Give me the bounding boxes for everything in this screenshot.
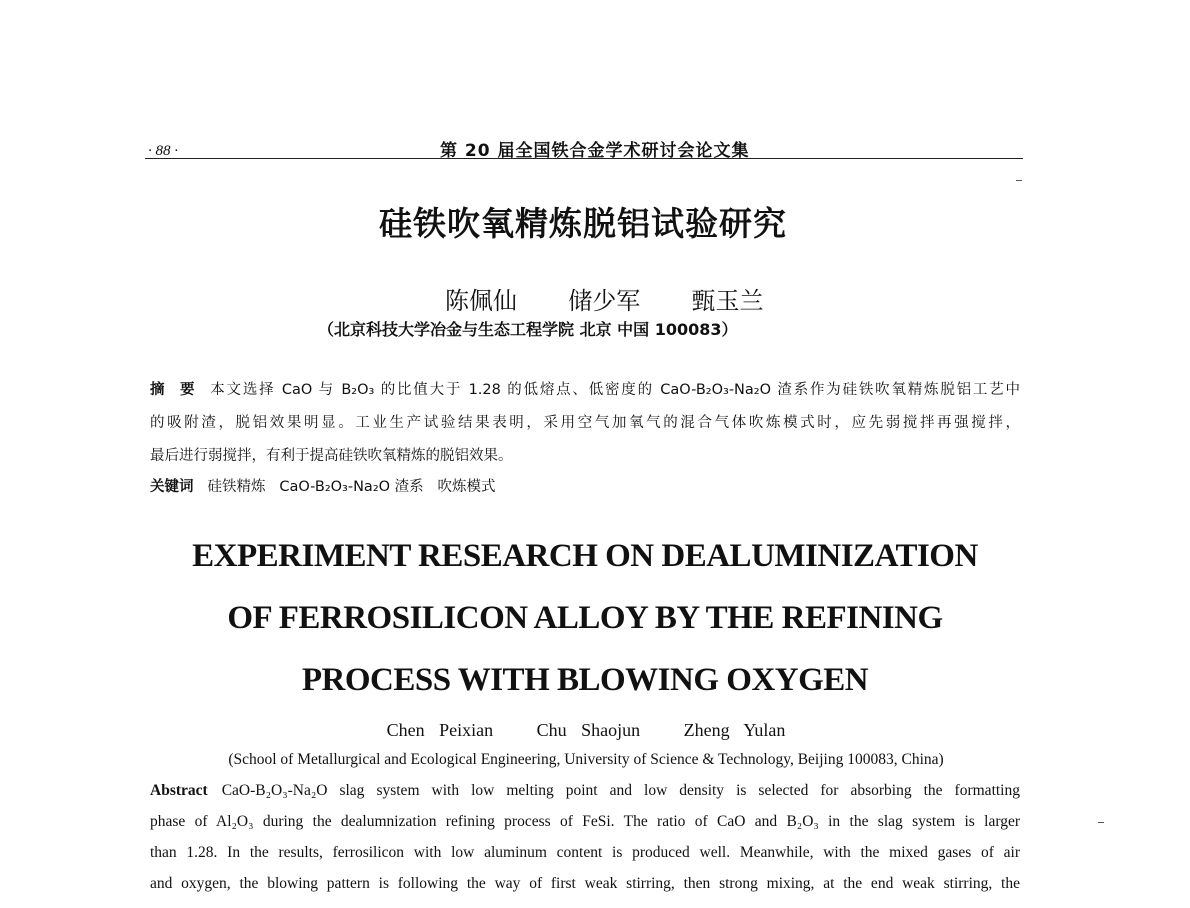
english-abstract-label: Abstract	[150, 782, 208, 799]
page-number: · 88 ·	[148, 143, 178, 159]
english-abstract-line: than 1.28. In the results, ferrosilicon with low aluminum content is produced well. Meanwhile, with the mixed gases of air	[150, 844, 1020, 861]
english-title-line: OF FERROSILICON ALLOY BY THE REFINING	[227, 600, 943, 636]
english-title-line: PROCESS WITH BLOWING OXYGEN	[301, 662, 869, 698]
chinese-abstract-label: 摘 要	[150, 382, 197, 398]
running-header: 第 20 届全国铁合金学术研讨会论文集	[440, 141, 750, 161]
scan-mark	[1098, 822, 1104, 823]
chinese-abstract-line: 最后进行弱搅拌，有利于提高硅铁吹氧精炼的脱铝效果。	[150, 448, 513, 464]
english-abstract-line: and oxygen, the blowing pattern is following the way of first weak stirring, then strong mixing, at the end weak stirring, the	[150, 875, 1020, 892]
english-abstract-line: Abstract CaO-B₂O₃-Na₂O slag system with low melting point and low density is selected for absorbing the formatting	[150, 782, 1020, 799]
english-authors: Chen Peixian Chu Shaojun Zheng Yulan	[386, 720, 786, 740]
scan-mark	[1016, 180, 1022, 181]
header-rule	[145, 158, 1023, 159]
chinese-keywords-label: 关键词	[150, 479, 194, 495]
english-abstract-line: phase of Al₂O₃ during the dealumnization refining process of FeSi. The ratio of CaO and B₂O₃ in the slag system is larger	[150, 813, 1020, 830]
english-affiliation: (School of Metallurgical and Ecological Engineering, University of Science & Technology, Beijing 100083, China)	[228, 751, 944, 768]
chinese-title: 硅铁吹氧精炼脱铝试验研究	[379, 204, 787, 243]
chinese-affiliation: （北京科技大学冶金与生态工程学院 北京 中国 100083）	[318, 320, 738, 339]
chinese-abstract-line: 摘 要 本文选择 CaO 与 B₂O₃ 的比值大于 1.28 的低熔点、低密度的 CaO-B₂O₃-Na₂O 渣系作为硅铁吹氧精炼脱铝工艺中	[150, 382, 1020, 398]
chinese-keywords: 关键词 硅铁精炼 CaO-B₂O₃-Na₂O 渣系 吹炼模式	[150, 479, 496, 495]
english-title-line: EXPERIMENT RESEARCH ON DEALUMINIZATION	[192, 538, 978, 574]
chinese-authors: 陈佩仙 储少军 甄玉兰	[445, 287, 764, 315]
chinese-abstract-line: 的吸附渣，脱铝效果明显。工业生产试验结果表明，采用空气加氧气的混合气体吹炼模式时，应先弱搅拌再强搅拌，	[150, 415, 1020, 431]
